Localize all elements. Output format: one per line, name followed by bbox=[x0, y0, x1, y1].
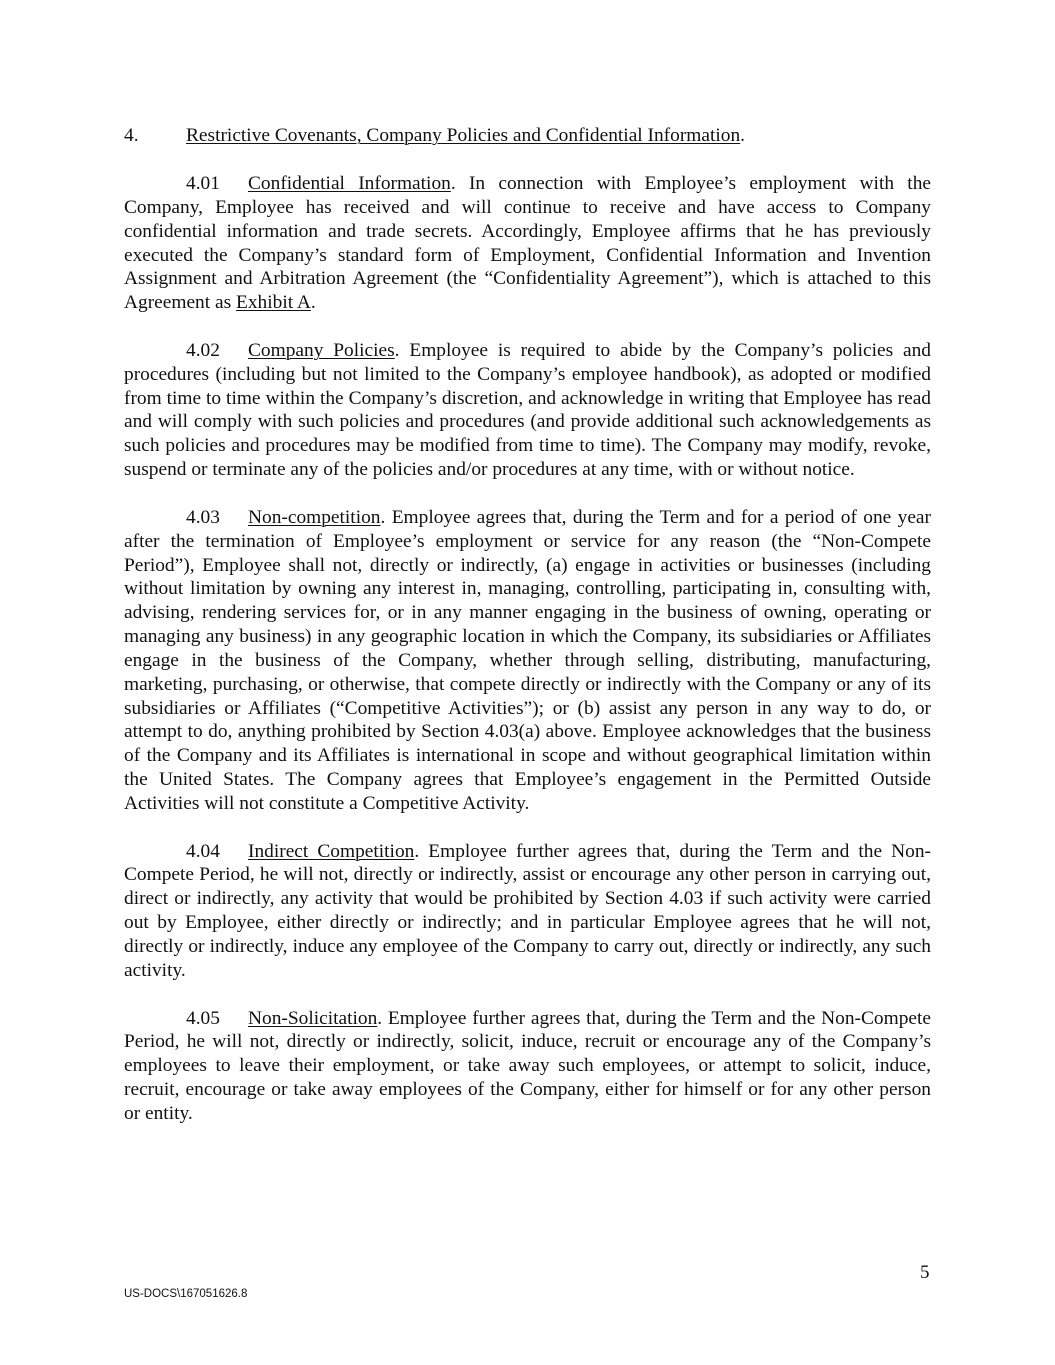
clause-heading: Confidential Information bbox=[248, 173, 451, 194]
clause-4-05 bbox=[124, 1007, 931, 1126]
clause-number: 4.05 bbox=[186, 1007, 220, 1029]
exhibit-a-reference: Exhibit A bbox=[236, 292, 311, 314]
clause-4-02 bbox=[124, 339, 931, 482]
clause-text-end: . bbox=[310, 292, 316, 314]
section-number: 4. bbox=[124, 125, 139, 146]
clause-number: 4.02 bbox=[186, 339, 220, 361]
section-title-suffix: . bbox=[740, 125, 746, 146]
clause-text: . In connection with Employee’s employment with the Company, Employee has received and will continue to receive and have access to Company confidential information and trade secrets. Accordingly, Employee affirms that he has previously executed the Company’s standard form of Employment, Confidential Information and Invention Assignment and Arbitration Agreement (the “Confidentiality Agreement”), which is attached to this Agreement as bbox=[124, 173, 931, 314]
clause-text: . Employee further agrees that, during the Term and the Non-Compete Period, he will not, directly or indirectly, assist or encourage any other person in carrying out, direct or indirectly, any activity that would be prohibited by Section 4.03 if such activity were carried out by Employee, either directly or indirectly; and in particular Employee agrees that he will not, directly or indirectly, induce any employee of the Company to carry out, directly or indirectly, any such activity. bbox=[124, 840, 932, 981]
clause-heading: Company Policies bbox=[248, 339, 395, 361]
section-title: Restrictive Covenants, Company Policies and Confidential Information bbox=[186, 125, 741, 146]
clause-4-01 bbox=[124, 172, 931, 315]
clause-heading: Indirect Competition bbox=[248, 840, 415, 862]
document-id: US-DOCS\167051626.8 bbox=[124, 1288, 248, 1300]
clause-4-04 bbox=[124, 840, 931, 983]
section-heading bbox=[124, 124, 931, 148]
clause-heading: Non-competition bbox=[248, 506, 381, 528]
clause-text: . Employee agrees that, during the Term and for a period of one year after the termination of Employee’s employment or service for any reason (the “Non-Compete Period”), Employee shall not, directly or indirectly, (a) engage in activities or businesses (including without limitation by owning any interest in, managing, controlling, participating in, consulting with, advising, rendering services for, or in any manner engaging in the business of owning, operating or managing any business) in any geographic location in which the Company, its subsidiaries or Affiliates engage in the business of the Company, whether through selling, distributing, manufacturing, marketing, purchasing, or otherwise, that compete directly or indirectly with the Company or any of its subsidiaries or Affiliates (“Competitive Activities”); or (b) assist any person in any way to do, or attempt to do, anything prohibited by Section 4.03(a) above. Employee acknowledges that the business of the Company and its Affiliates is international in scope and without geographical limitation within the United States. The Company agrees that Employee’s engagement in the Permitted Outside Activities will not constitute a Competitive Activity. bbox=[124, 506, 931, 814]
section-title-wrap bbox=[186, 124, 745, 148]
document-page bbox=[124, 124, 931, 1150]
clause-text: . Employee is required to abide by the Company’s policies and procedures (including but not limited to the Company’s employee handbook), as adopted or modified from time to time within the Company’s discretion, and acknowledge in writing that Employee has read and will comply with such policies and procedures (and provide additional such acknowledgements as such policies and procedures may be modified from time to time). The Company may modify, revoke, suspend or terminate any of the policies and/or procedures at any time, with or without notice. bbox=[124, 339, 931, 481]
clause-number: 4.03 bbox=[186, 506, 220, 528]
page-number: 5 bbox=[920, 1262, 930, 1283]
clause-number: 4.04 bbox=[186, 840, 220, 862]
clause-4-03 bbox=[124, 506, 931, 816]
clause-text: . Employee further agrees that, during the Term and the Non-Compete Period, he will not, directly or indirectly, solicit, induce, recruit or encourage any of the Company’s employees to leave their employment, or take away such employees, or attempt to solicit, induce, recruit, encourage or take away employees of the Company, either for himself or for any other person or entity. bbox=[124, 1007, 931, 1124]
clause-number: 4.01 bbox=[186, 173, 220, 194]
clause-heading: Non-Solicitation bbox=[248, 1007, 378, 1029]
